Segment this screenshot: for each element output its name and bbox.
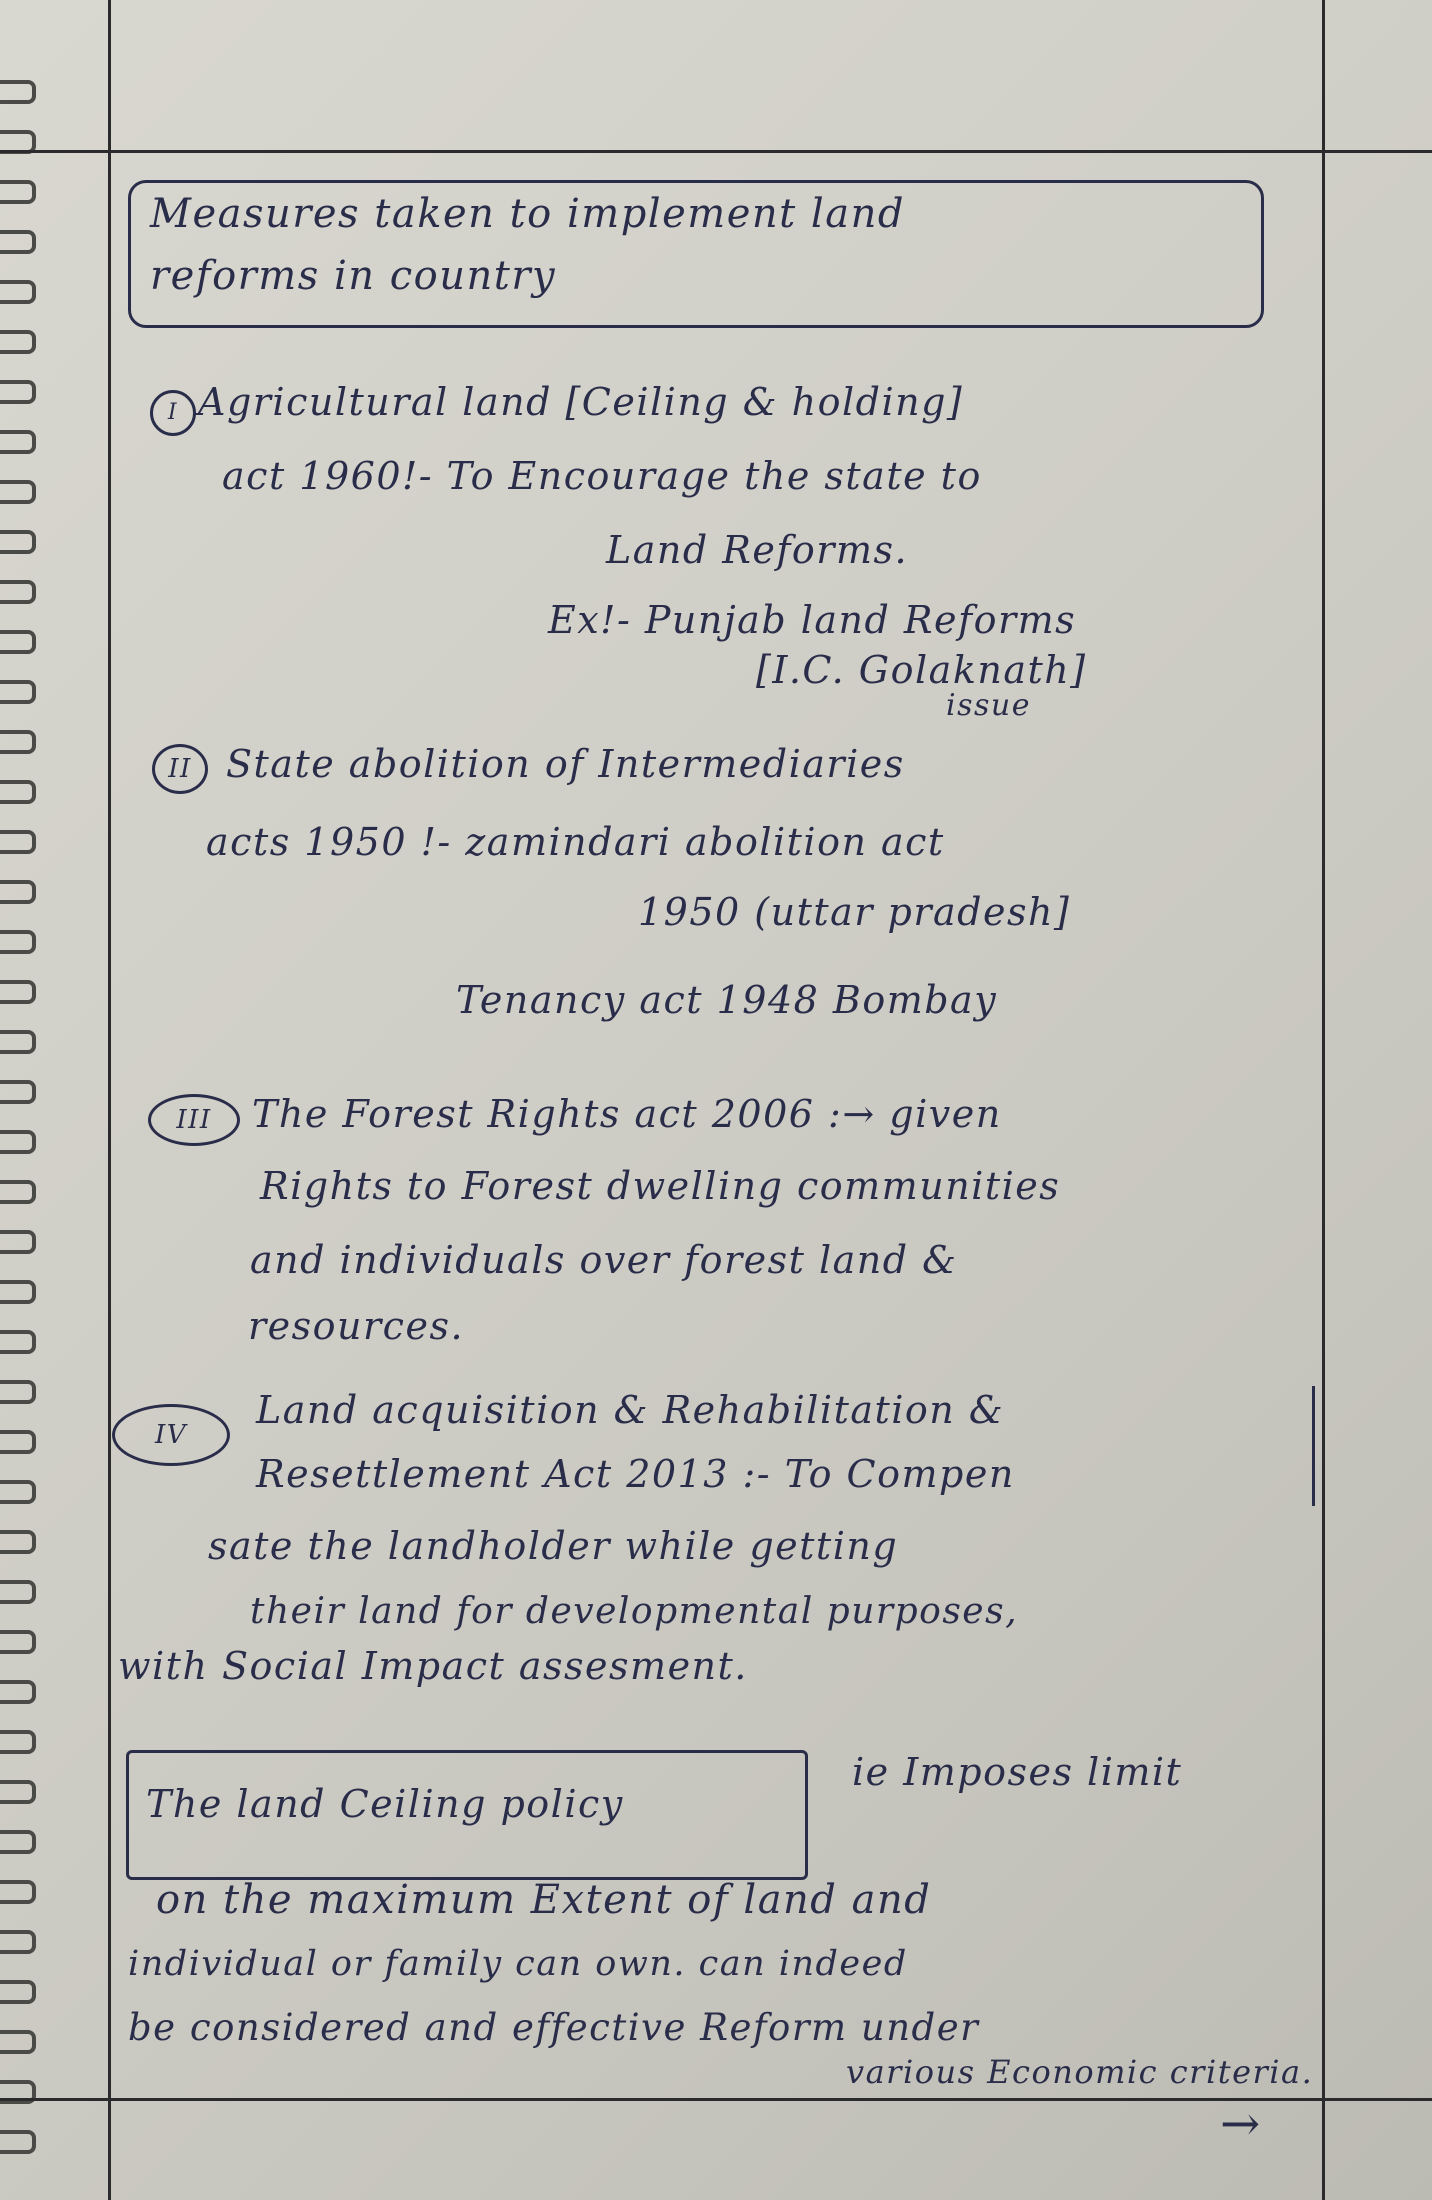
spiral-ring — [0, 1480, 36, 1504]
spiral-ring — [0, 980, 36, 1004]
item-number-1: I — [150, 390, 196, 436]
spiral-ring — [0, 2030, 36, 2054]
item-4-line-1: Land acquisition & Rehabilitation & — [256, 1388, 1005, 1432]
spiral-ring — [0, 630, 36, 654]
spiral-ring — [0, 1230, 36, 1254]
item-1-line-3: Land Reforms. — [606, 528, 909, 572]
continue-arrow-icon: → — [1220, 2096, 1262, 2152]
spiral-ring — [0, 1930, 36, 1954]
item-number-3: III — [148, 1094, 240, 1146]
item-1-line-2: act 1960!- To Encourage the state to — [222, 454, 982, 498]
item-4-side-bracket — [1312, 1386, 1315, 1506]
item-3-line-2: Rights to Forest dwelling communities — [260, 1164, 1061, 1208]
spiral-ring — [0, 1380, 36, 1404]
ceiling-policy-label: The land Ceiling policy — [146, 1782, 624, 1826]
item-2-line-3: 1950 (uttar pradesh] — [638, 890, 1071, 934]
spiral-ring — [0, 430, 36, 454]
ceiling-line-1: ie Imposes limit — [852, 1750, 1183, 1794]
item-2-line-4: Tenancy act 1948 Bombay — [456, 978, 998, 1022]
spiral-ring — [0, 930, 36, 954]
item-4-line-2: Resettlement Act 2013 :- To Compen — [256, 1452, 1015, 1496]
spiral-ring — [0, 680, 36, 704]
spiral-ring — [0, 230, 36, 254]
spiral-ring — [0, 1280, 36, 1304]
item-number-4: IV — [112, 1404, 230, 1466]
ceiling-line-2: on the maximum Extent of land and — [156, 1877, 932, 1923]
item-1-line-6: issue — [946, 688, 1031, 723]
spiral-ring — [0, 2130, 36, 2154]
left-margin-rule — [108, 0, 111, 2200]
spiral-ring — [0, 1680, 36, 1704]
item-3-line-3: and individuals over forest land & — [250, 1238, 958, 1282]
spiral-ring — [0, 1180, 36, 1204]
spiral-ring — [0, 180, 36, 204]
spiral-ring — [0, 1780, 36, 1804]
spiral-binding — [0, 0, 40, 2200]
spiral-ring — [0, 830, 36, 854]
spiral-ring — [0, 1080, 36, 1104]
spiral-ring — [0, 280, 36, 304]
spiral-ring — [0, 730, 36, 754]
spiral-ring — [0, 80, 36, 104]
spiral-ring — [0, 1580, 36, 1604]
heading-line-1: Measures taken to implement land — [150, 191, 905, 237]
top-rule — [0, 150, 1432, 153]
ceiling-line-5: various Economic criteria. — [846, 2053, 1314, 2091]
item-number-2: II — [152, 744, 208, 794]
spiral-ring — [0, 480, 36, 504]
item-4-line-3: sate the landholder while getting — [208, 1524, 899, 1568]
spiral-ring — [0, 880, 36, 904]
spiral-ring — [0, 1880, 36, 1904]
item-1-line-1: Agricultural land [Ceiling & holding] — [198, 380, 964, 424]
spiral-ring — [0, 1830, 36, 1854]
item-1-line-5: [I.C. Golaknath] — [756, 648, 1087, 692]
spiral-ring — [0, 1330, 36, 1354]
spiral-ring — [0, 780, 36, 804]
spiral-ring — [0, 1430, 36, 1454]
spiral-ring — [0, 580, 36, 604]
item-2-line-2: acts 1950 !- zamindari abolition act — [206, 820, 945, 864]
item-3-line-4: resources. — [248, 1304, 465, 1348]
right-margin-rule — [1322, 0, 1325, 2200]
bottom-rule — [0, 2098, 1432, 2101]
spiral-ring — [0, 380, 36, 404]
spiral-ring — [0, 530, 36, 554]
spiral-ring — [0, 1130, 36, 1154]
item-4-line-5: with Social Impact assesment. — [118, 1644, 748, 1688]
item-3-line-1: The Forest Rights act 2006 :→ given — [252, 1092, 1002, 1136]
ceiling-line-4: be considered and effective Reform under — [128, 2006, 980, 2049]
item-4-line-4: their land for developmental purposes, — [250, 1591, 1019, 1632]
heading-line-2: reforms in country — [150, 253, 557, 299]
spiral-ring — [0, 1730, 36, 1754]
ceiling-line-3: individual or family can own. can indeed — [128, 1944, 908, 1984]
spiral-ring — [0, 1630, 36, 1654]
spiral-ring — [0, 1030, 36, 1054]
spiral-ring — [0, 330, 36, 354]
item-1-line-4: Ex!- Punjab land Reforms — [548, 598, 1077, 642]
spiral-ring — [0, 1530, 36, 1554]
item-2-line-1: State abolition of Intermediaries — [226, 742, 905, 786]
spiral-ring — [0, 1980, 36, 2004]
